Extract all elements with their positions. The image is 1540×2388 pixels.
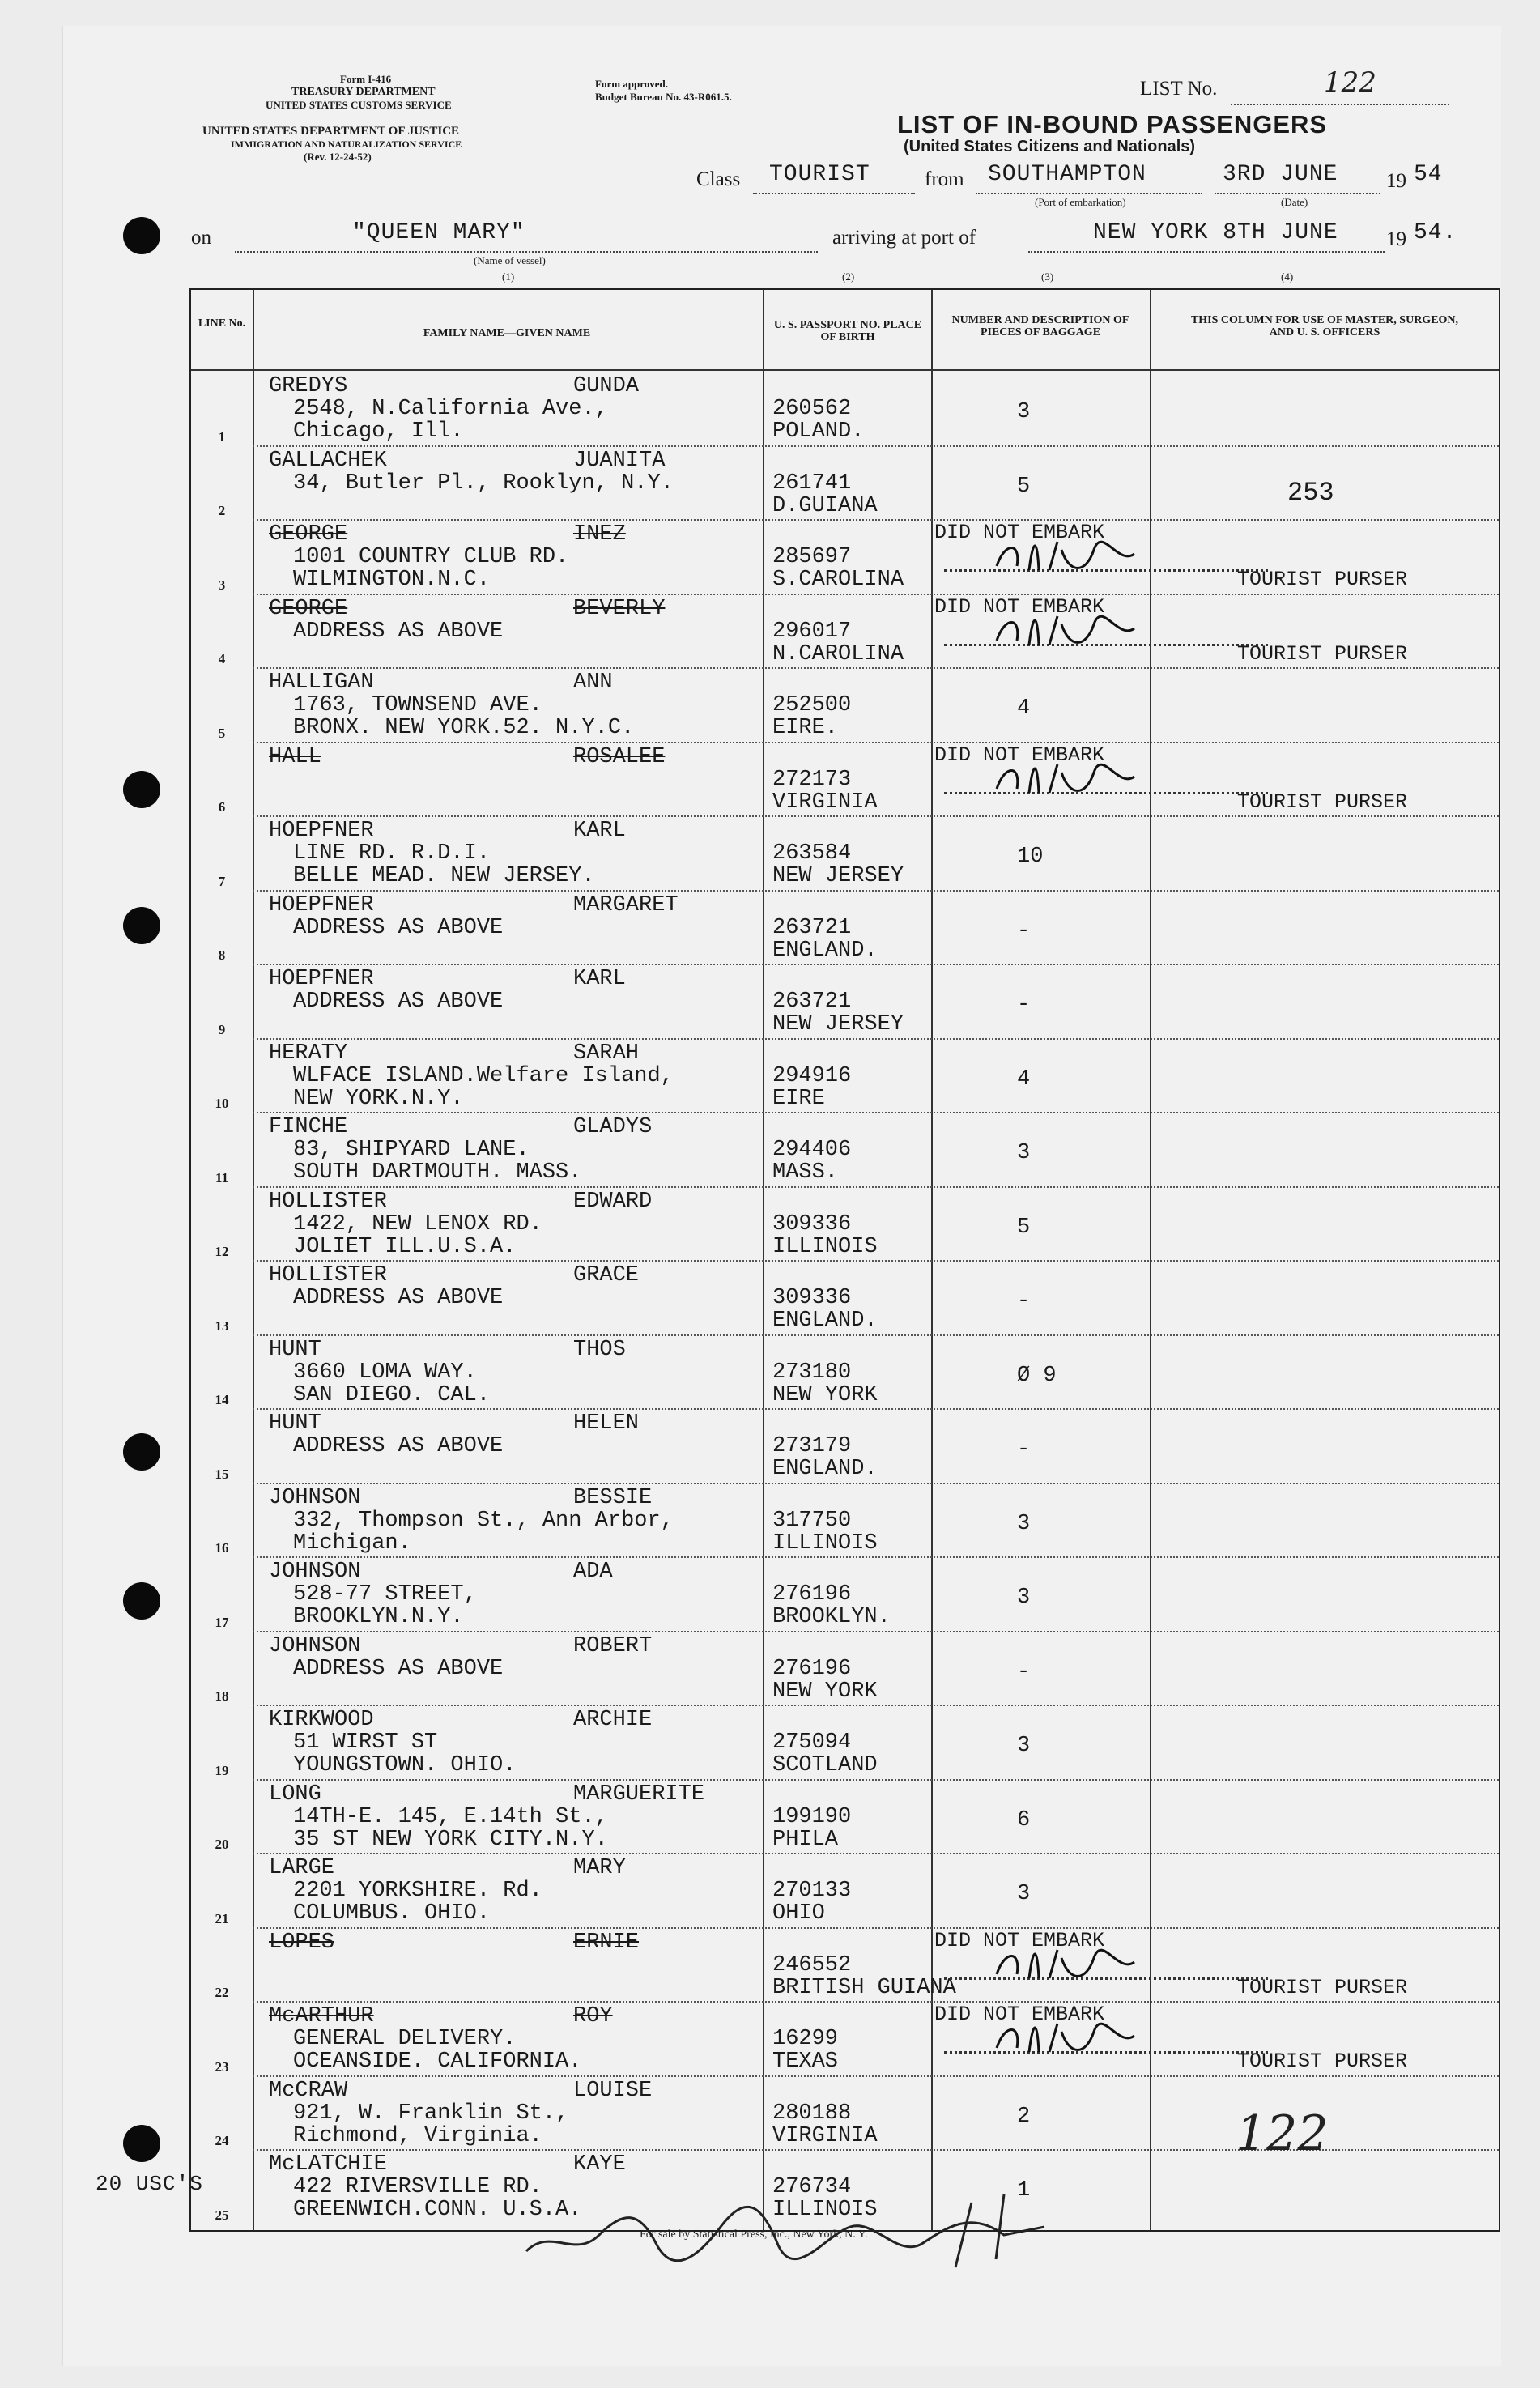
place-of-birth: NEW YORK <box>772 1382 878 1407</box>
place-of-birth: N.CAROLINA <box>772 641 904 666</box>
place-of-birth: PHILA <box>772 1827 839 1852</box>
list-no-label: LIST No. <box>1140 78 1218 100</box>
place-of-birth: VIRGINIA <box>772 2123 878 2148</box>
address-line-1: 921, W. Franklin St., <box>293 2101 569 2126</box>
place-of-birth: NEW JERSEY <box>772 864 904 888</box>
class-label: Class <box>696 168 741 190</box>
line-number: 23 <box>215 2058 229 2075</box>
baggage-count: 3 <box>1017 400 1031 424</box>
family-name: LONG <box>269 1781 321 1807</box>
family-name: HUNT <box>269 1337 321 1362</box>
on-label: on <box>191 227 211 249</box>
family-name: JOHNSON <box>269 1485 361 1510</box>
given-name: JUANITA <box>573 448 666 473</box>
baggage-count: 6 <box>1017 1807 1031 1833</box>
family-name: HUNT <box>269 1411 321 1436</box>
given-name: GLADYS <box>573 1115 653 1139</box>
col1-number: (1) <box>502 270 515 283</box>
given-name: KAYE <box>573 2152 626 2177</box>
address-line-1: ADDRESS AS ABOVE <box>293 1434 504 1458</box>
line-number: 20 <box>215 1837 229 1852</box>
line-number: 22 <box>215 1985 229 2000</box>
family-name: McARTHUR <box>269 2004 374 2028</box>
punch-hole-upper <box>123 771 160 808</box>
given-name: KARL <box>573 819 626 843</box>
given-name: MARGUERITE <box>573 1781 705 1807</box>
given-name: MARGARET <box>573 892 679 917</box>
port-caption: (Port of embarkation) <box>1035 196 1126 208</box>
baggage-did-not-embark: DID NOT EMBARK <box>934 1928 1105 1952</box>
header-officers: THIS COLUMN FOR USE OF MASTER, SURGEON, AND U. S. OFFICERS <box>1190 314 1459 338</box>
header-line-no: LINE No. <box>198 317 246 330</box>
address-line-1: ADDRESS AS ABOVE <box>293 619 504 644</box>
address-line-1: 3660 LOMA WAY. <box>293 1360 477 1385</box>
budget-bureau: Budget Bureau No. 43-R061.5. <box>595 91 732 103</box>
baggage-did-not-embark: DID NOT EMBARK <box>934 521 1105 544</box>
line-number: 11 <box>215 1169 229 1185</box>
form-subtitle: (United States Citizens and Nationals) <box>904 138 1196 155</box>
passport-number: 252500 <box>772 693 852 717</box>
line-number: 21 <box>215 1910 229 1926</box>
revision-date: (Rev. 12-24-52) <box>304 151 372 163</box>
passport-number: 273180 <box>772 1360 852 1385</box>
place-of-birth: MASS. <box>772 1160 839 1185</box>
given-name: INEZ <box>573 522 626 547</box>
family-name: HERATY <box>269 1041 348 1066</box>
handwritten-count: 122 <box>1236 2105 1329 2162</box>
officer-note: TOURIST PURSER <box>1237 641 1408 666</box>
passport-number: 280188 <box>772 2101 852 2126</box>
header-passport: U. S. PASSPORT NO. PLACE OF BIRTH <box>773 319 922 343</box>
baggage-count: 1 <box>1017 2178 1031 2203</box>
given-name: ARCHIE <box>573 1708 653 1732</box>
officer-note: TOURIST PURSER <box>1237 568 1408 591</box>
family-name: LARGE <box>269 1856 335 1880</box>
place-of-birth: ENGLAND. <box>772 1457 878 1481</box>
family-name: GEORGE <box>269 596 348 621</box>
line-number: 17 <box>215 1614 229 1630</box>
col4-number: (4) <box>1281 270 1294 283</box>
place-of-birth: EIRE <box>772 1086 825 1111</box>
address-line-2: COLUMBUS. OHIO. <box>293 1901 491 1926</box>
given-name: GRACE <box>573 1263 640 1288</box>
passport-number: 260562 <box>772 397 852 421</box>
family-name: GREDYS <box>269 374 348 398</box>
family-name: HOEPFNER <box>269 819 374 843</box>
officer-note: 253 <box>1287 477 1334 508</box>
address-line-2: Chicago, Ill. <box>293 419 464 444</box>
arriving-label: arriving at port of <box>832 227 976 249</box>
baggage-count: 2 <box>1017 2104 1031 2129</box>
address-line-1: 14TH-E. 145, E.14th St., <box>293 1804 608 1829</box>
form-title: LIST OF IN-BOUND PASSENGERS <box>897 110 1328 138</box>
passport-number: 276734 <box>772 2175 852 2199</box>
given-name: THOS <box>573 1337 626 1362</box>
address-line-2: WILMINGTON.N.C. <box>293 568 491 592</box>
place-of-birth: NEW YORK <box>772 1679 878 1704</box>
place-of-birth: ENGLAND. <box>772 1309 878 1333</box>
address-line-1: 422 RIVERSVILLE RD. <box>293 2175 542 2199</box>
baggage-count: Ø 9 <box>1017 1363 1057 1388</box>
line-number: 15 <box>215 1466 229 1482</box>
passport-number: 263721 <box>772 915 852 940</box>
passport-number: 246552 <box>772 1952 852 1977</box>
given-name: SARAH <box>573 1041 640 1066</box>
family-name: HOEPFNER <box>269 892 374 917</box>
line-number: 24 <box>215 2133 229 2148</box>
address-line-1: 2548, N.California Ave., <box>293 397 608 421</box>
family-name: HALLIGAN <box>269 670 374 695</box>
purser-signature <box>989 2016 1151 2064</box>
address-line-1: 1422, NEW LENOX RD. <box>293 1211 542 1237</box>
address-line-1: 51 WIRST ST <box>293 1730 438 1755</box>
line-number: 5 <box>218 725 226 741</box>
given-name: LOUISE <box>573 2078 653 2103</box>
address-line-1: 83, SHIPYARD LANE. <box>293 1138 530 1162</box>
given-name: MARY <box>573 1856 626 1880</box>
place-of-birth: BROOKLYN. <box>772 1605 891 1629</box>
address-line-1: GENERAL DELIVERY. <box>293 2027 517 2051</box>
col2-number: (2) <box>842 270 855 283</box>
year-prefix-2: 19 <box>1386 228 1406 250</box>
given-name: ADA <box>573 1560 613 1584</box>
given-name: EDWARD <box>573 1189 653 1214</box>
address-line-2: OCEANSIDE. CALIFORNIA. <box>293 2050 582 2074</box>
baggage-count: 3 <box>1017 1141 1031 1165</box>
family-name: HOEPFNER <box>269 967 374 991</box>
officer-note: TOURIST PURSER <box>1237 790 1408 814</box>
place-of-birth: ILLINOIS <box>772 1234 878 1259</box>
passport-number: 270133 <box>772 1879 852 1903</box>
passport-number: 296017 <box>772 619 852 644</box>
purser-signature <box>989 534 1151 582</box>
baggage-count: 3 <box>1017 1882 1031 1906</box>
margin-note: 20 USC'S <box>96 2172 203 2196</box>
passport-number: 16299 <box>772 2027 839 2051</box>
depart-date: 3RD JUNE <box>1223 162 1338 187</box>
address-line-2: SAN DIEGO. CAL. <box>293 1382 491 1407</box>
line-number: 2 <box>218 503 226 518</box>
place-of-birth: EIRE. <box>772 716 839 740</box>
address-line-2: GREENWICH.CONN. U.S.A. <box>293 2198 582 2222</box>
family-name: JOHNSON <box>269 1633 361 1658</box>
baggage-did-not-embark: DID NOT EMBARK <box>934 594 1105 619</box>
passport-number: 276196 <box>772 1582 852 1607</box>
class-value: TOURIST <box>769 162 870 187</box>
passport-number: 294916 <box>772 1063 852 1088</box>
address-line-1: 528-77 STREET, <box>293 1582 477 1607</box>
given-name: BEVERLY <box>573 596 666 621</box>
passport-number: 199190 <box>772 1804 852 1829</box>
purser-signature <box>989 608 1151 657</box>
given-name: GUNDA <box>573 374 640 398</box>
family-name: GEORGE <box>269 522 348 547</box>
purser-signature <box>989 756 1151 805</box>
baggage-count: 10 <box>1017 845 1044 869</box>
family-name: HOLLISTER <box>269 1263 387 1288</box>
passport-number: 273179 <box>772 1434 852 1458</box>
address-line-2: Michigan. <box>293 1530 411 1556</box>
line-number: 6 <box>218 799 226 815</box>
address-line-2: YOUNGSTOWN. OHIO. <box>293 1753 517 1777</box>
form-number: Form I-416 <box>340 73 392 85</box>
baggage-count: 3 <box>1017 1586 1031 1610</box>
line-number: 8 <box>218 947 226 963</box>
family-name: JOHNSON <box>269 1560 361 1584</box>
passport-number: 317750 <box>772 1508 852 1533</box>
address-line-1: WLFACE ISLAND.Welfare Island, <box>293 1063 674 1088</box>
place-of-birth: TEXAS <box>772 2050 839 2074</box>
punch-hole-mid1 <box>123 907 160 944</box>
baggage-count: 3 <box>1017 1734 1031 1758</box>
family-name: HOLLISTER <box>269 1189 387 1214</box>
line-number: 14 <box>215 1392 229 1407</box>
officer-note: TOURIST PURSER <box>1237 2050 1408 2073</box>
given-name: ROBERT <box>573 1633 653 1658</box>
address-line-1: 332, Thompson St., Ann Arbor, <box>293 1508 674 1533</box>
passport-number: 275094 <box>772 1730 852 1755</box>
line-number: 13 <box>215 1317 229 1334</box>
baggage-count: - <box>1017 1437 1031 1462</box>
justice-dept: UNITED STATES DEPARTMENT OF JUSTICE <box>202 125 460 138</box>
baggage-count: 4 <box>1017 1066 1031 1092</box>
address-line-1: ADDRESS AS ABOVE <box>293 1656 504 1681</box>
customs-service: UNITED STATES CUSTOMS SERVICE <box>266 99 452 111</box>
passenger-table <box>189 288 1500 2232</box>
address-line-1: ADDRESS AS ABOVE <box>293 915 504 940</box>
punch-hole-mid2 <box>123 1433 160 1471</box>
family-name: LOPES <box>269 1930 335 1955</box>
arriving-value: NEW YORK 8TH JUNE <box>1093 220 1338 245</box>
baggage-did-not-embark: DID NOT EMBARK <box>934 743 1105 767</box>
passport-number: 276196 <box>772 1656 852 1681</box>
address-line-2: JOLIET ILL.U.S.A. <box>293 1234 517 1259</box>
baggage-count: - <box>1017 918 1031 943</box>
line-number: 4 <box>218 651 226 666</box>
header-baggage: NUMBER AND DESCRIPTION OF PIECES OF BAGGAGE <box>951 314 1129 338</box>
vessel-caption: (Name of vessel) <box>474 254 546 266</box>
address-line-2: Richmond, Virginia. <box>293 2123 542 2148</box>
purser-signature <box>989 1942 1151 1990</box>
line-number: 1 <box>218 428 226 445</box>
given-name: ROSALEE <box>573 744 666 769</box>
address-line-2: BRONX. NEW YORK.52. N.Y.C. <box>293 716 635 740</box>
place-of-birth: POLAND. <box>772 419 865 444</box>
from-value: SOUTHAMPTON <box>988 162 1146 187</box>
place-of-birth: OHIO <box>772 1901 825 1926</box>
officer-signature <box>518 2178 1085 2275</box>
given-name: BESSIE <box>573 1485 653 1510</box>
punch-hole-lower1 <box>123 1582 160 1620</box>
passport-number: 261741 <box>772 470 852 496</box>
given-name: ANN <box>573 670 613 695</box>
place-of-birth: D.GUIANA <box>772 493 878 518</box>
baggage-count: - <box>1017 1289 1031 1313</box>
place-of-birth: ILLINOIS <box>772 2198 878 2222</box>
line-number: 3 <box>218 577 226 593</box>
baggage-count: - <box>1017 993 1031 1017</box>
passport-number: 263584 <box>772 841 852 866</box>
col3-number: (3) <box>1041 270 1054 283</box>
address-line-2: SOUTH DARTMOUTH. MASS. <box>293 1160 582 1185</box>
place-of-birth: NEW JERSEY <box>772 1012 904 1037</box>
punch-hole-lower2 <box>123 2125 160 2162</box>
baggage-count: 4 <box>1017 696 1031 721</box>
treasury-dept: TREASURY DEPARTMENT <box>291 86 436 98</box>
family-name: KIRKWOOD <box>269 1708 374 1732</box>
place-of-birth: BRITISH GUIANA <box>772 1975 956 2000</box>
place-of-birth: ENGLAND. <box>772 938 878 963</box>
given-name: ROY <box>573 2004 613 2028</box>
year-1: 54 <box>1414 162 1443 187</box>
family-name: McCRAW <box>269 2078 348 2103</box>
year-2: 54. <box>1414 220 1457 245</box>
address-line-2: BELLE MEAD. NEW JERSEY. <box>293 864 595 888</box>
address-line-2: NEW YORK.N.Y. <box>293 1086 464 1111</box>
family-name: FINCHE <box>269 1115 348 1139</box>
place-of-birth: S.CAROLINA <box>772 568 904 592</box>
address-line-1: 2201 YORKSHIRE. Rd. <box>293 1879 542 1903</box>
year-prefix-1: 19 <box>1386 170 1406 192</box>
passport-number: 309336 <box>772 1286 852 1310</box>
address-line-1: 1001 COUNTRY CLUB RD. <box>293 545 569 569</box>
punch-hole-top <box>123 217 160 254</box>
line-number: 12 <box>215 1244 229 1259</box>
line-number: 18 <box>215 1688 229 1704</box>
address-line-1: ADDRESS AS ABOVE <box>293 990 504 1014</box>
officer-note: TOURIST PURSER <box>1237 1975 1408 1999</box>
header-name: FAMILY NAME—GIVEN NAME <box>423 327 591 339</box>
place-of-birth: VIRGINIA <box>772 790 878 815</box>
place-of-birth: ILLINOIS <box>772 1530 878 1556</box>
baggage-did-not-embark: DID NOT EMBARK <box>934 2003 1105 2026</box>
line-number: 7 <box>218 873 226 889</box>
line-number: 10 <box>215 1096 229 1111</box>
given-name: ERNIE <box>573 1930 640 1955</box>
family-name: HALL <box>269 744 321 769</box>
baggage-count: 5 <box>1017 474 1031 499</box>
address-line-1: LINE RD. R.D.I. <box>293 841 491 866</box>
address-line-2: BROOKLYN.N.Y. <box>293 1605 464 1629</box>
line-number: 25 <box>215 2207 229 2223</box>
family-name: McLATCHIE <box>269 2152 387 2177</box>
line-number: 19 <box>215 1762 229 1778</box>
baggage-count: 3 <box>1017 1511 1031 1536</box>
line-number: 9 <box>218 1021 226 1037</box>
family-name: GALLACHEK <box>269 448 387 473</box>
list-no-value: 122 <box>1324 66 1376 99</box>
address-line-1: 1763, TOWNSEND AVE. <box>293 693 542 717</box>
address-line-1: ADDRESS AS ABOVE <box>293 1286 504 1310</box>
baggage-count: 5 <box>1017 1215 1031 1240</box>
place-of-birth: SCOTLAND <box>772 1753 878 1777</box>
given-name: KARL <box>573 967 626 991</box>
passport-number: 294406 <box>772 1138 852 1162</box>
address-line-2: 35 ST NEW YORK CITY.N.Y. <box>293 1827 608 1852</box>
passport-number: 263721 <box>772 990 852 1014</box>
passport-number: 309336 <box>772 1211 852 1237</box>
baggage-count: - <box>1017 1659 1031 1684</box>
form-approved: Form approved. <box>595 78 669 90</box>
vessel-name: "QUEEN MARY" <box>352 220 525 245</box>
from-label: from <box>925 168 964 190</box>
passport-number: 272173 <box>772 767 852 792</box>
footer-printer: For sale by Statistical Press, Inc., New York, N. Y. <box>640 2228 868 2241</box>
given-name: HELEN <box>573 1411 640 1436</box>
ins-service: IMMIGRATION AND NATURALIZATION SERVICE <box>231 138 462 150</box>
date-caption: (Date) <box>1281 196 1308 208</box>
address-line-1: 34, Butler Pl., Rooklyn, N.Y. <box>293 470 674 496</box>
line-number: 16 <box>215 1540 229 1556</box>
passport-number: 285697 <box>772 545 852 569</box>
